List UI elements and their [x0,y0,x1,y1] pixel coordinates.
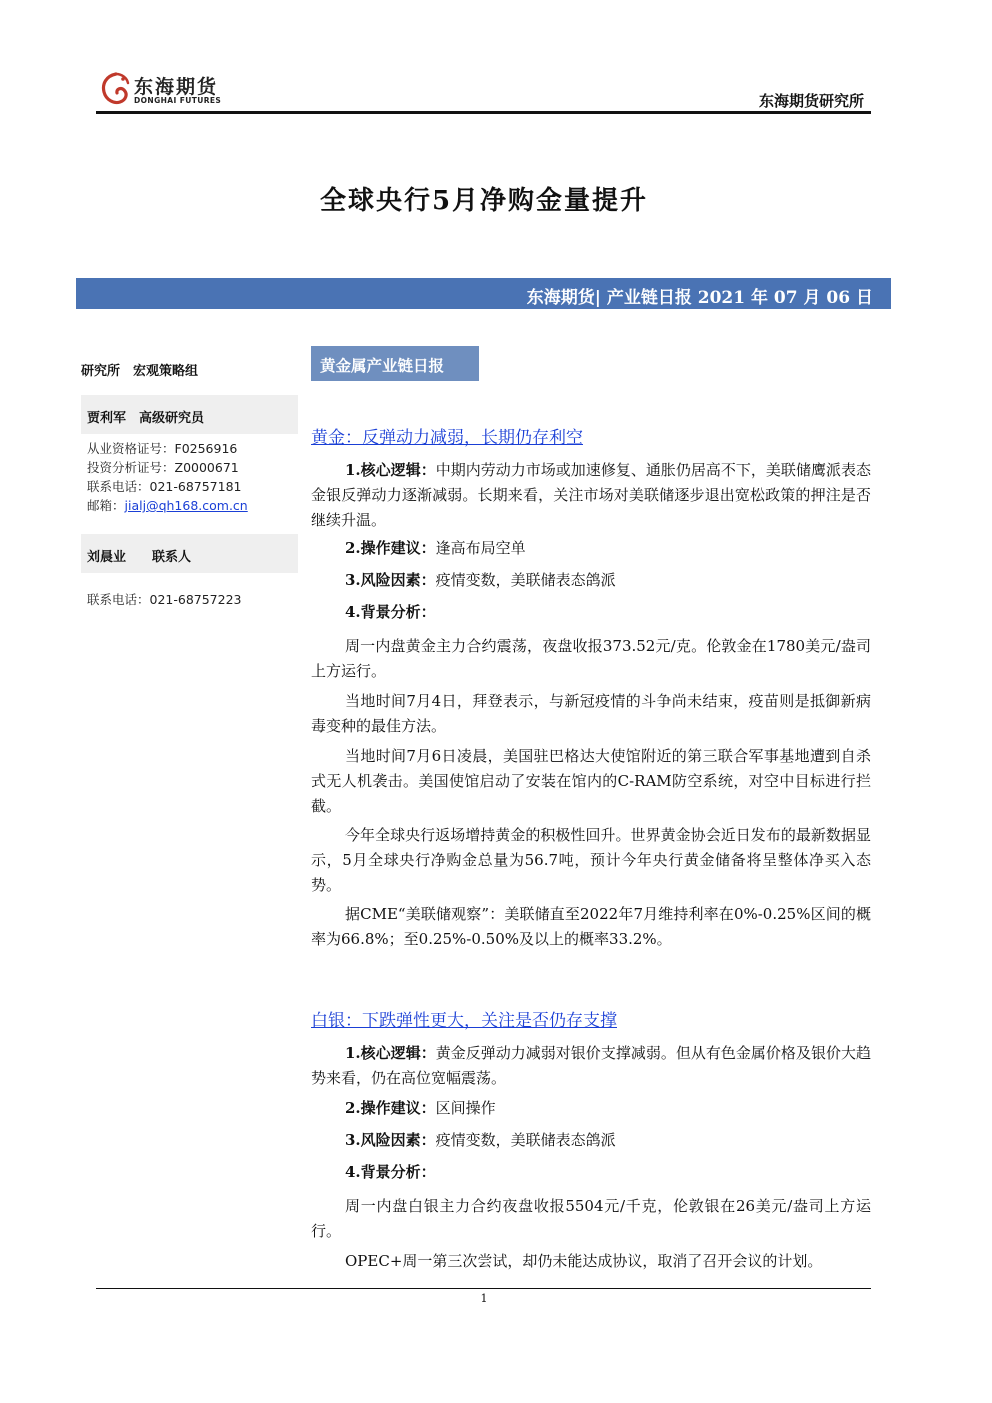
page-number: 1 [480,1292,488,1305]
silver-risk-text: 疫情变数，美联储表态鸽派 [435,1131,616,1149]
analyst-name-band [81,395,298,434]
analyst-qualification: 从业资格证号：F0256916 [87,441,238,456]
silver-advice-label: 2.操作建议： [345,1099,436,1117]
silver-advice-text: 区间操作 [435,1099,496,1117]
email-link[interactable]: jialj@qh168.com.cn [124,498,248,513]
email-label: 邮箱： [87,498,125,513]
gold-risk [311,568,871,593]
silver-risk [311,1128,871,1153]
silver-bg-paragraph: 周一内盘白银主力合约夜盘收报5504元/千克，伦敦银在26美元/盎司上方运行。 [311,1197,871,1240]
document-title: 全球央行5月净购金量提升 [319,186,649,216]
silver-background-label [311,1160,871,1185]
footer-divider [96,1288,871,1289]
analyst-name: 贾利军 高级研究员 [87,411,205,426]
company-logo [96,70,236,110]
silver-logic-text: 黄金反弹动力减弱对银价支撑减弱。但从有色金属价格及银价大趋势来看，仍在高位宽幅震荡。 [311,1044,871,1087]
gold-background-label [311,600,871,625]
silver-bg-label-text: 4.背景分析： [345,1163,436,1181]
sidebar-department: 研究所 宏观策略组 [81,364,199,379]
contact-name-band [81,534,298,573]
silver-logic-label: 1.核心逻辑： [345,1044,436,1062]
header-institute-label: 东海期货研究所 [758,92,864,110]
header-divider [96,111,871,114]
gold-logic-text: 中期内劳动力市场或加速修复、通胀仍居高不下，美联储鹰派表态金银反弹动力逐渐减弱。长期来看，关注市场对美联储逐步退出宽松政策的押注是否继续升温。 [311,461,871,529]
gold-risk-label: 3.风险因素： [345,571,436,589]
silver-bg-paragraph: OPEC+周一第三次尝试，却仍未能达成协议，取消了召开会议的计划。 [345,1252,823,1270]
gold-bg-paragraph: 据CME“美联储观察”：美联储直至2022年7月维持利率在0%-0.25%区间的概率为66.8%；至0.25%-0.50%及以上的概率33.2%。 [311,905,871,948]
gold-advice [311,536,871,561]
analyst-phone: 联系电话：021-68757181 [87,479,242,494]
gold-advice-label: 2.操作建议： [345,539,436,557]
silver-advice [311,1096,871,1121]
silver-heading-link[interactable]: 白银：下跌弹性更大，关注是否仍存支撑 [311,1011,617,1031]
gold-logic-label: 1.核心逻辑： [345,461,436,479]
gold-advice-text: 逢高布局空单 [435,539,526,557]
analyst-investment-cert: 投资分析证号：Z0000671 [87,460,239,475]
gold-core-logic [311,458,871,533]
gold-bg-paragraph: 今年全球央行返场增持黄金的积极性回升。世界黄金协会近日发布的最新数据显示，5月全球央行净购金总量为56.7吨，预计今年央行黄金储备将呈整体净买入态势。 [311,826,871,894]
contact-phone: 联系电话：021-68757223 [87,592,242,607]
section-tag-label: 黄金属产业链日报 [320,356,445,375]
banner-text: 东海期货| 产业链日报 2021 年 07 月 06 日 [526,288,873,308]
silver-core-logic [311,1041,871,1091]
dragon-logo-icon [96,70,136,110]
gold-bg-paragraph: 当地时间7月4日，拜登表示，与新冠疫情的斗争尚未结束，疫苗则是抵御新病毒变种的最佳方法。 [311,692,871,735]
gold-bg-label-text: 4.背景分析： [345,603,436,621]
silver-risk-label: 3.风险因素： [345,1131,436,1149]
logo-english-name: DONGHAI FUTURES [134,96,222,105]
gold-bg-paragraph: 当地时间7月6日凌晨，美国驻巴格达大使馆附近的第三联合军事基地遭到自杀式无人机袭击。美国使馆启动了安装在馆内的C-RAM防空系统，对空中目标进行拦截。 [311,747,871,815]
gold-risk-text: 疫情变数，美联储表态鸽派 [435,571,616,589]
report-banner [76,278,891,309]
gold-heading-link[interactable]: 黄金：反弹动力减弱，长期仍存利空 [311,428,583,448]
gold-bg-paragraph: 周一内盘黄金主力合约震荡，夜盘收报373.52元/克。伦敦金在1780美元/盎司上方运行。 [311,637,871,680]
contact-name: 刘晨业 联系人 [87,550,192,565]
section-tag [311,346,479,381]
analyst-email-row [87,496,248,514]
logo-chinese-name: 东海期货 [134,76,219,98]
